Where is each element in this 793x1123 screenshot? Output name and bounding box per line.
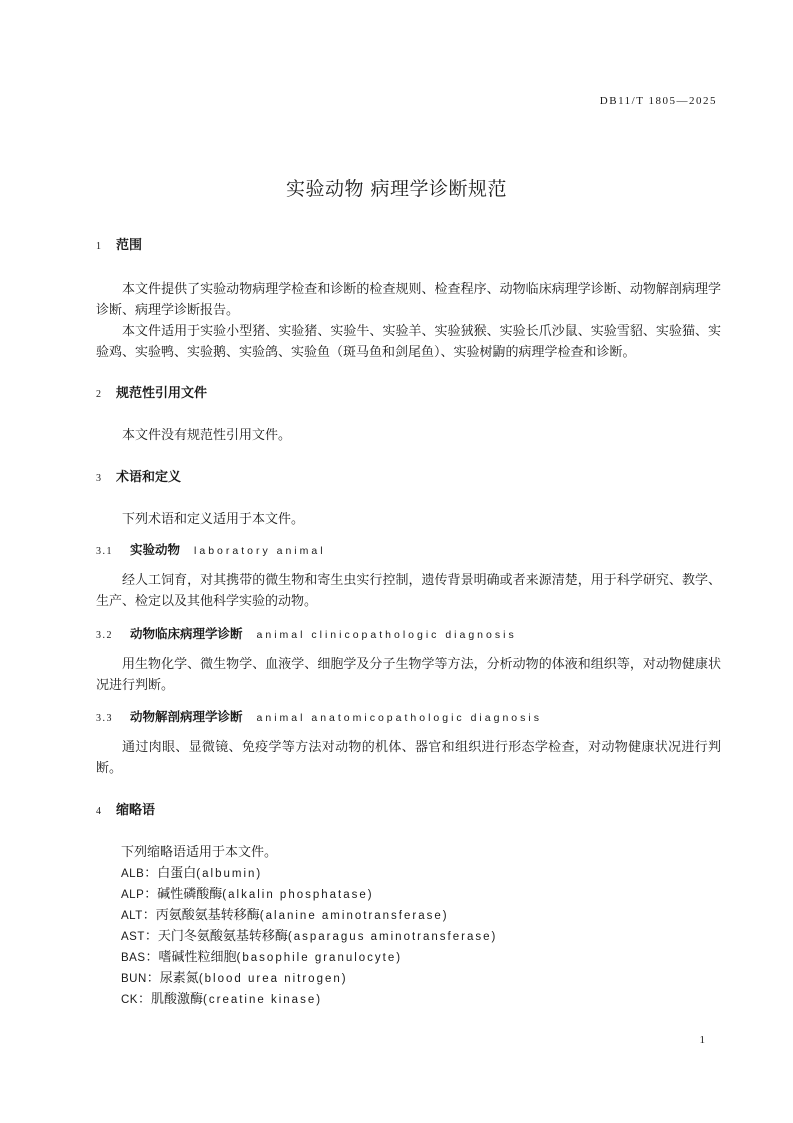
term-3-1-definition xyxy=(96,570,721,612)
paragraph: 用生物化学、微生物学、血液学、细胞学及分子生物学等方法，分析动物的体液和组织等，对动物健康状况进行判断。 xyxy=(96,657,721,693)
section-number: 3 xyxy=(96,473,101,484)
term-cn: 动物临床病理学诊断 xyxy=(130,626,243,641)
abbreviation-item: ALP：碱性磷酸酶(alkalin phosphatase) xyxy=(121,887,374,902)
abbr-cn: 丙氨酸氨基转移酶 xyxy=(155,908,260,923)
section-4-heading xyxy=(96,801,721,821)
abbreviation-intro: 下列缩略语适用于本文件。 xyxy=(121,845,278,860)
term-3-2 xyxy=(96,624,721,644)
section-2-heading xyxy=(96,384,721,404)
section-title: 规范性引用文件 xyxy=(116,386,208,401)
abbreviation-item: ALB：白蛋白(albumin) xyxy=(121,866,263,881)
term-number: 3.1 xyxy=(96,546,113,557)
abbr-code: BAS xyxy=(121,952,146,964)
abbr-en: creatine kinase xyxy=(208,994,317,1006)
abbr-cn: 尿素氮 xyxy=(159,971,199,986)
section-number: 1 xyxy=(96,241,101,252)
page-number: 1 xyxy=(699,1034,705,1046)
section-2-body xyxy=(96,425,721,446)
term-number: 3.2 xyxy=(96,630,113,641)
abbr-en: alanine aminotransferase xyxy=(265,910,443,922)
abbr-code: AST xyxy=(121,931,145,943)
term-3-3-definition xyxy=(96,737,721,779)
abbr-en: blood urea nitrogen xyxy=(204,973,342,985)
abbr-cn: 肌酸激酶 xyxy=(151,992,204,1007)
paragraph: 下列术语和定义适用于本文件。 xyxy=(122,512,305,527)
document-title: 实验动物 病理学诊断规范 xyxy=(285,178,508,200)
term-number: 3.3 xyxy=(96,713,113,724)
abbreviation-item: AST：天门冬氨酸氨基转移酶(asparagus aminotransferase) xyxy=(121,929,498,944)
abbreviation-item: CK：肌酸激酶(creatine kinase) xyxy=(121,992,323,1007)
abbr-en: albumin xyxy=(202,868,257,880)
term-cn: 动物解剖病理学诊断 xyxy=(130,709,243,724)
paragraph: 本文件没有规范性引用文件。 xyxy=(122,428,292,443)
paragraph: 经人工饲育，对其携带的微生物和寄生虫实行控制，遗传背景明确或者来源清楚，用于科学研究、教学、生产、检定以及其他科学实验的动物。 xyxy=(96,573,721,609)
abbreviation-item: BUN：尿素氮(blood urea nitrogen) xyxy=(121,971,348,986)
section-1-body xyxy=(96,279,721,363)
paragraph: 本文件提供了实验动物病理学检查和诊断的检查规则、检查程序、动物临床病理学诊断、动物解剖病理学诊断、病理学诊断报告。 xyxy=(96,282,721,318)
section-number: 2 xyxy=(96,389,101,400)
abbr-code: BUN xyxy=(121,973,147,985)
abbr-cn: 白蛋白 xyxy=(157,866,197,881)
section-number: 4 xyxy=(96,806,101,817)
abbr-cn: 天门冬氨酸氨基转移酶 xyxy=(157,929,288,944)
section-title: 术语和定义 xyxy=(116,470,182,485)
section-title: 缩略语 xyxy=(116,803,156,818)
term-en: animal clinicopathologic diagnosis xyxy=(256,629,517,641)
abbr-en: basophile granulocyte xyxy=(242,952,397,964)
abbr-code: ALT xyxy=(121,910,143,922)
section-1-heading xyxy=(96,236,721,256)
section-3-intro xyxy=(96,509,721,530)
abbreviation-item: BAS：嗜碱性粒细胞(basophile granulocyte) xyxy=(121,950,403,965)
term-3-3 xyxy=(96,707,721,727)
term-3-2-definition xyxy=(96,654,721,696)
abbr-cn: 嗜碱性粒细胞 xyxy=(158,950,237,965)
paragraph: 通过肉眼、显微镜、免疫学等方法对动物的机体、器官和组织进行形态学检查，对动物健康状况进行判断。 xyxy=(96,740,721,776)
term-cn: 实验动物 xyxy=(130,542,181,557)
abbr-en: asparagus aminotransferase xyxy=(293,931,492,943)
abbreviation-item: ALT：丙氨酸氨基转移酶(alanine aminotransferase) xyxy=(121,908,449,923)
section-3-heading xyxy=(96,468,721,488)
abbr-code: ALP xyxy=(121,889,145,901)
term-3-1 xyxy=(96,540,721,560)
abbr-code: ALB xyxy=(121,868,145,880)
term-en: laboratory animal xyxy=(194,545,326,557)
abbr-en: alkalin phosphatase xyxy=(228,889,368,901)
term-en: animal anatomicopathologic diagnosis xyxy=(256,712,542,724)
abbreviation-list xyxy=(121,842,721,1010)
abbr-cn: 碱性磷酸酶 xyxy=(157,887,223,902)
paragraph: 本文件适用于实验小型猪、实验猪、实验牛、实验羊、实验狨猴、实验长爪沙鼠、实验雪貂、实验猫、实验鸡、实验鸭、实验鹅、实验鸽、实验鱼（斑马鱼和剑尾鱼）、实验树鼩的病理学检查和诊断。 xyxy=(96,324,721,360)
section-title: 范围 xyxy=(116,238,143,253)
abbr-code: CK xyxy=(121,994,138,1006)
document-code: DB11/T 1805—2025 xyxy=(599,95,717,107)
